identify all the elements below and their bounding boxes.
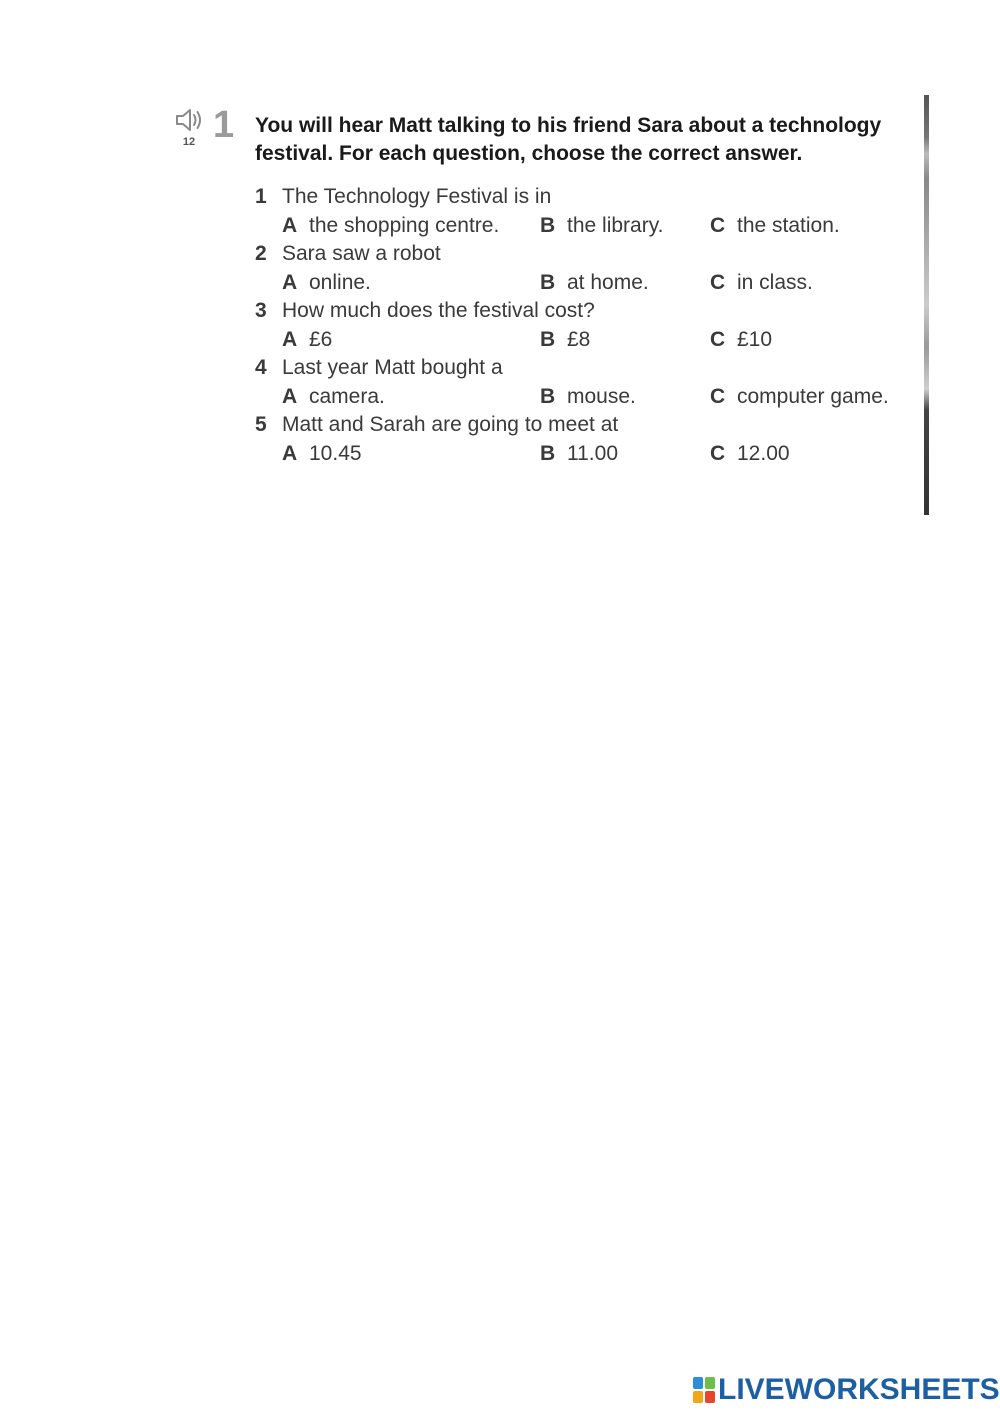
option-b[interactable] — [540, 382, 636, 411]
option-a[interactable] — [282, 325, 332, 354]
option-a[interactable] — [282, 382, 385, 411]
option-letter: B — [540, 385, 556, 408]
question-number: 2 — [255, 242, 267, 265]
question-number: 4 — [255, 356, 267, 379]
option-text: 11.00 — [567, 442, 618, 465]
question-4-options — [255, 382, 915, 411]
option-letter: A — [282, 385, 298, 408]
option-letter: C — [710, 442, 726, 465]
question-text: Last year Matt bought a — [282, 356, 503, 379]
option-c[interactable] — [710, 268, 813, 297]
option-b[interactable] — [540, 268, 649, 297]
question-number: 5 — [255, 413, 267, 436]
option-letter: A — [282, 328, 298, 351]
option-letter: B — [540, 328, 556, 351]
question-text: How much does the festival cost? — [282, 299, 595, 322]
option-letter: B — [540, 442, 556, 465]
question-2 — [255, 240, 915, 268]
option-text: in class. — [737, 271, 813, 294]
question-number: 3 — [255, 299, 267, 322]
question-list — [255, 183, 915, 468]
audio-track-number: 12 — [182, 136, 196, 148]
question-3 — [255, 297, 915, 325]
option-text: online. — [309, 271, 371, 294]
question-3-options — [255, 325, 915, 354]
option-text: at home. — [567, 271, 649, 294]
logo-text: LIVEWORKSHEETS — [718, 1373, 1000, 1406]
option-text: the station. — [737, 214, 840, 237]
option-text: 12.00 — [737, 442, 790, 465]
option-text: £10 — [737, 328, 773, 351]
liveworksheets-logo — [693, 1373, 1000, 1407]
question-text: Sara saw a robot — [282, 242, 441, 265]
option-text: £6 — [309, 328, 333, 351]
exercise-section — [0, 0, 1000, 520]
option-text: 10.45 — [309, 442, 362, 465]
option-text: computer game. — [737, 385, 889, 408]
option-text: mouse. — [567, 385, 636, 408]
option-b[interactable] — [540, 211, 663, 240]
question-5-options — [255, 439, 915, 468]
question-5 — [255, 411, 915, 439]
speaker-icon — [174, 106, 206, 134]
option-a[interactable] — [282, 211, 499, 240]
question-1-options — [255, 211, 915, 240]
option-letter: C — [710, 214, 726, 237]
question-1 — [255, 183, 915, 211]
option-letter: A — [282, 214, 298, 237]
question-number: 1 — [255, 185, 267, 208]
option-b[interactable] — [540, 325, 590, 354]
option-b[interactable] — [540, 439, 618, 468]
option-letter: A — [282, 442, 298, 465]
option-text: camera. — [309, 385, 385, 408]
option-letter: B — [540, 214, 556, 237]
question-2-options — [255, 268, 915, 297]
option-text: the shopping centre. — [309, 214, 500, 237]
option-c[interactable] — [710, 439, 790, 468]
exercise-number: 1 — [213, 104, 235, 146]
option-letter: C — [710, 385, 726, 408]
question-text: Matt and Sarah are going to meet at — [282, 413, 619, 436]
option-letter: C — [710, 328, 726, 351]
option-text: the library. — [567, 214, 664, 237]
option-c[interactable] — [710, 382, 889, 411]
option-c[interactable] — [710, 211, 840, 240]
option-a[interactable] — [282, 439, 362, 468]
option-a[interactable] — [282, 268, 371, 297]
option-text: £8 — [567, 328, 591, 351]
exercise-instruction: You will hear Matt talking to his friend Sara about a technology festival. For each question, choose the correct answer. — [255, 114, 882, 165]
page-edge-strip — [924, 95, 929, 515]
question-text: The Technology Festival is in — [282, 185, 552, 208]
option-letter: B — [540, 271, 556, 294]
question-4 — [255, 354, 915, 382]
option-c[interactable] — [710, 325, 772, 354]
option-letter: A — [282, 271, 298, 294]
audio-button[interactable] — [174, 106, 206, 150]
liveworksheets-logo-icon — [693, 1377, 715, 1403]
option-letter: C — [710, 271, 726, 294]
